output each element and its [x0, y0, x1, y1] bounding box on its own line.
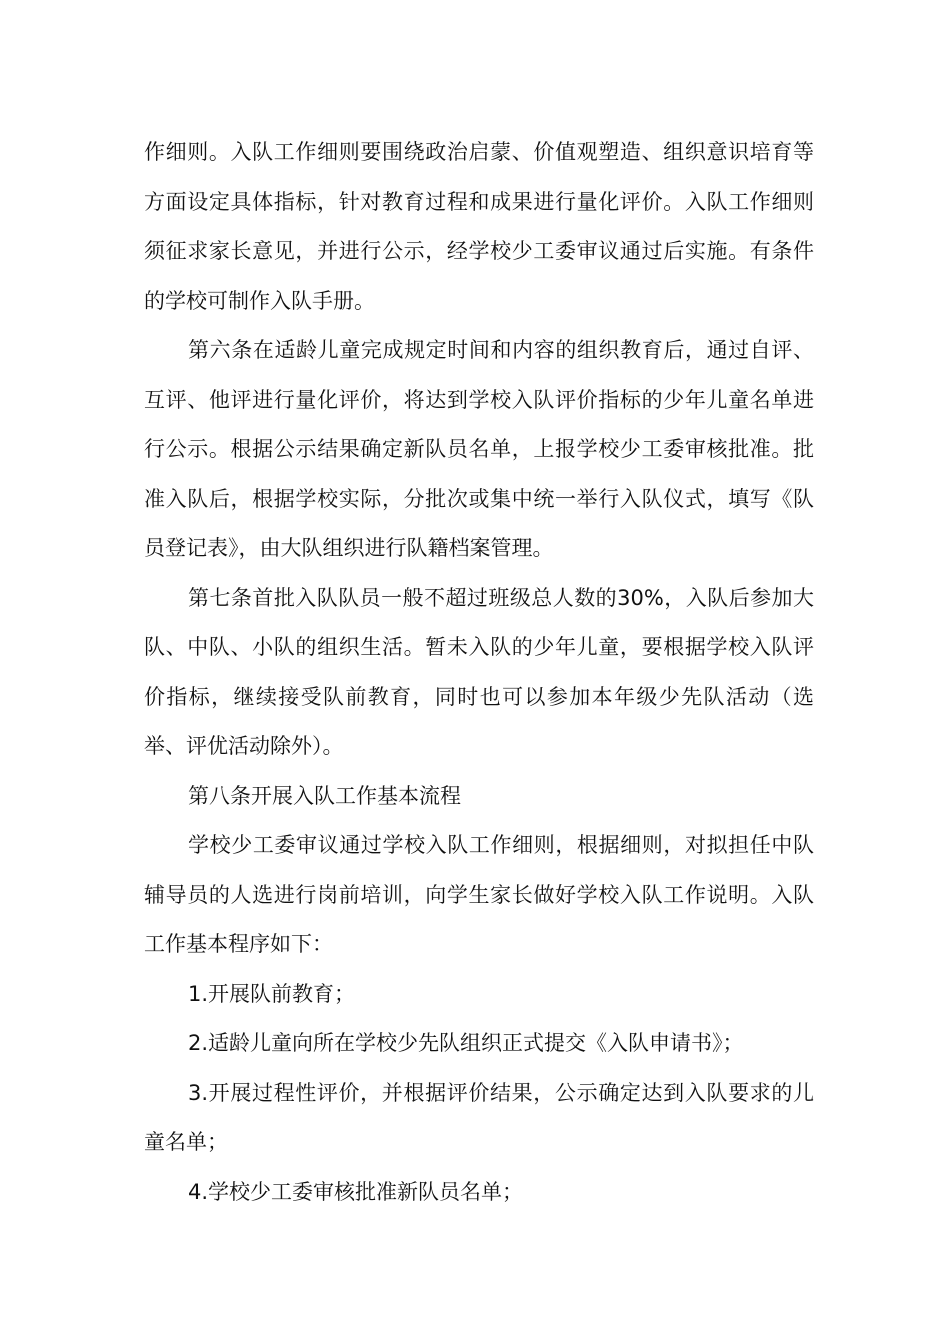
- paragraph-continuation: 作细则。入队工作细则要围绕政治启蒙、价值观塑造、组织意识培育等方面设定具体指标，针对教育过程和成果进行量化评价。入队工作细则须征求家长意见，并进行公示，经学校少工委审议通过后实施。有条件的学校可制作入队手册。: [144, 140, 814, 313]
- paragraph-article-8-heading: 第八条开展入队工作基本流程: [188, 783, 461, 808]
- list-item-step-4: 4.学校少工委审核批准新队员名单；: [188, 1179, 524, 1204]
- paragraph-procedure-intro: 学校少工委审议通过学校入队工作细则，根据细则，对拟担任中队辅导员的人选进行岗前培训，向学生家长做好学校入队工作说明。入队工作基本程序如下：: [144, 833, 814, 956]
- paragraph-article-6: 第六条在适龄儿童完成规定时间和内容的组织教育后，通过自评、互评、他评进行量化评价，将达到学校入队评价指标的少年儿童名单进行公示。根据公示结果确定新队员名单，上报学校少工委审核批准。批准入队后，根据学校实际，分批次或集中统一举行入队仪式，填写《队员登记表》，由大队组织进行队籍档案管理。: [144, 338, 814, 560]
- list-item-step-1: 1.开展队前教育；: [188, 981, 356, 1006]
- list-item-step-3: 3.开展过程性评价，并根据评价结果，公示确定达到入队要求的儿童名单；: [144, 1080, 814, 1154]
- paragraph-article-7: 第七条首批入队队员一般不超过班级总人数的30%，入队后参加大队、中队、小队的组织生活。暂未入队的少年儿童，要根据学校入队评价指标，继续接受队前教育，同时也可以参加本年级少先队活动（选举、评优活动除外）。: [144, 585, 814, 758]
- list-item-step-2: 2.适龄儿童向所在学校少先队组织正式提交《入队申请书》；: [188, 1031, 744, 1055]
- document-body: [144, 128, 814, 1217]
